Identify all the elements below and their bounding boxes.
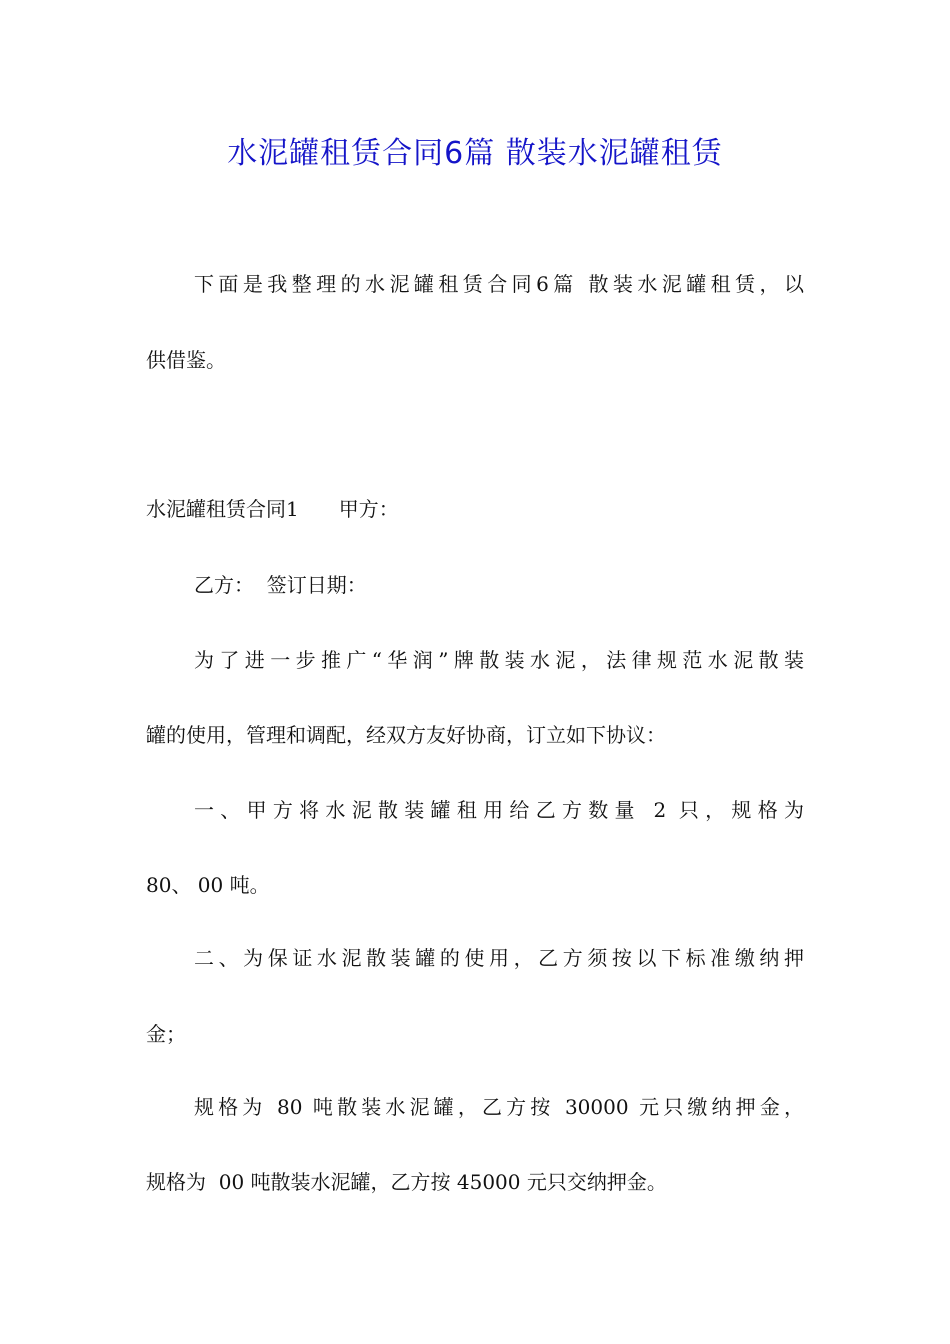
document-title: 水泥罐租赁合同6篇 散装水泥罐租赁 xyxy=(227,136,723,171)
paragraph-line: 二、为保证水泥散装罐的使用，乙方须按以下标准缴纳押 xyxy=(194,946,804,970)
paragraph-line: 规格为 80 吨散装水泥罐，乙方按 30000 元只缴纳押金， xyxy=(194,1095,804,1119)
paragraph-line: 一、甲方将水泥散装罐租用给乙方数量 2 只，规格为 xyxy=(194,798,804,822)
paragraph-line: 金； xyxy=(146,1022,186,1046)
paragraph-line: 下面是我整理的水泥罐租赁合同6篇 散装水泥罐租赁，以 xyxy=(194,272,804,296)
section-heading: 水泥罐租赁合同1 甲方： xyxy=(146,497,399,521)
paragraph-line: 供借鉴。 xyxy=(146,348,226,372)
paragraph-line: 乙方： 签订日期： xyxy=(194,573,367,597)
paragraph-line: 80、 00 吨。 xyxy=(146,873,270,897)
paragraph-line: 规格为 00 吨散装水泥罐，乙方按 45000 元只交纳押金。 xyxy=(146,1170,667,1194)
paragraph-line: 罐的使用，管理和调配，经双方友好协商，订立如下协议： xyxy=(146,723,666,747)
paragraph-line: 为了进一步推广“华润”牌散装水泥，法律规范水泥散装 xyxy=(194,648,804,672)
